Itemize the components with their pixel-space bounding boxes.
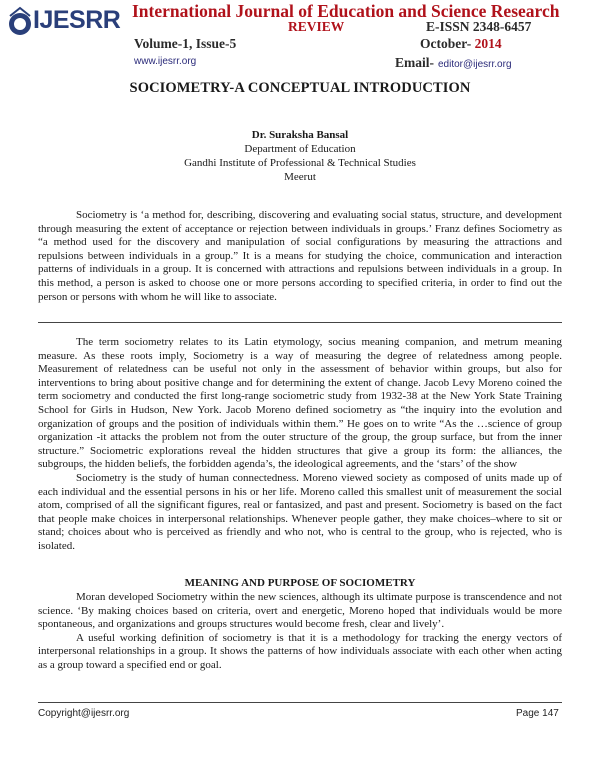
abstract — [38, 209, 562, 304]
journal-logo — [6, 4, 124, 44]
author-institution: Gandhi Institute of Professional & Technical Studies — [184, 157, 416, 169]
volume-issue: Volume-1, Issue-5 — [134, 36, 237, 51]
author-department: Department of Education — [244, 143, 356, 155]
body-paragraph-2: Sociometry is the study of human connectedness. Moreno viewed society as composed of units made up of each individual and the essential persons in his or her life. Moreno called this smallest unit of measurement the social atom, comprised of all the significant figures, real or fantasized, and past and present. Sociometry is based on the fact that people make choices in interpersonal relationships. Whenever people gather, they make choices–where to sit or stand; choices about who is perceived as friendly and who not, who is central to the group, who is rejected, who is isolated. — [38, 471, 562, 552]
body-paragraph-4: A useful working definition of sociometry is that it is a methodology for tracking the energy vectors of interpersonal relationships in a group. It shows the patterns of how individuals associate with each other when acting as a group toward a specified end or goal. — [38, 631, 562, 671]
author-city: Meerut — [284, 171, 316, 183]
body-paragraph-1: The term sociometry relates to its Latin etymology, socius meaning companion, and metrum meaning measure. As these roots imply, Sociometry is a way of measuring the degree of relatedness among people. Measurement of relatedness can be useful not only in the assessment of behavior within groups, but also for interventions to bring about positive change and for determining the extent of change. Jacob Levy Moreno coined the term sociometry and conducted the first long-range sociometric study from 1932-38 at the New York State Training School for Girls in Hudson, New York. Jacob Moreno defined sociometry as “the inquiry into the evolution and organization of groups and the position of individuals within them.” He goes on to write “As the …science of group organization -it attacks the problem not from the outer structure of the group, the group surface, but from the inner structure.” Sociometric explorations reveal the hidden structures that give a group its form: the alliances, the subgroups, the hidden beliefs, the forbidden agenda’s, the ideological agreements, and the ‘stars’ of the show — [38, 336, 562, 471]
section-heading: MEANING AND PURPOSE OF SOCIOMETRY — [184, 577, 416, 589]
body-text — [38, 336, 562, 554]
section-divider — [38, 322, 562, 323]
email-label: Email- — [395, 55, 434, 70]
page-number: Page 147 — [516, 708, 559, 719]
author-block — [0, 128, 600, 184]
footer-divider — [38, 702, 562, 703]
email-line — [395, 54, 512, 72]
email-link[interactable]: editor@ijesrr.org — [438, 59, 512, 70]
abstract-text: Sociometry is ‘a method for, describing, discovering and evaluating social status, structure, and development through measuring the extent of acceptance or rejection between individuals in groups.’ Franz defines Sociometry as “a method used for the discovery and manipulation of social configurations by measuring the attractions and repulsions between individuals in a group.” It is a means for studying the choice, communication and interaction patterns of individuals in a group. It is concerned with attractions and repulsions between individuals in a group. In this method, a person is asked to choose one or more persons according to specified criteria, in order to find out the person or persons with whom he will like to associate. — [38, 209, 562, 303]
issue-month: October- — [420, 36, 472, 51]
issue-year: 2014 — [474, 36, 502, 51]
article-title: SOCIOMETRY-A CONCEPTUAL INTRODUCTION — [129, 80, 471, 96]
issn: E-ISSN 2348-6457 — [426, 19, 532, 34]
issue-date — [420, 36, 502, 52]
website-link[interactable]: www.ijesrr.org — [134, 56, 197, 67]
section-text — [38, 591, 562, 673]
logo-text: IJESRR — [33, 6, 121, 34]
author-name: Dr. Suraksha Bansal — [251, 129, 349, 141]
body-paragraph-3: Moran developed Sociometry within the new sciences, although its ultimate purpose is transcendence and not science. ‘By making choices based on criteria, overt and energetic, Moreno hoped that individuals would be more spontaneous, and organizations and groups structures would become fresh, clear and lively’. — [38, 591, 562, 631]
logo-emblem-icon — [6, 6, 34, 42]
footer-copyright: Copyright@ijesrr.org — [38, 708, 130, 719]
journal-title: International Journal of Education and Science Research — [132, 1, 560, 21]
review-label: REVIEW — [288, 19, 345, 34]
